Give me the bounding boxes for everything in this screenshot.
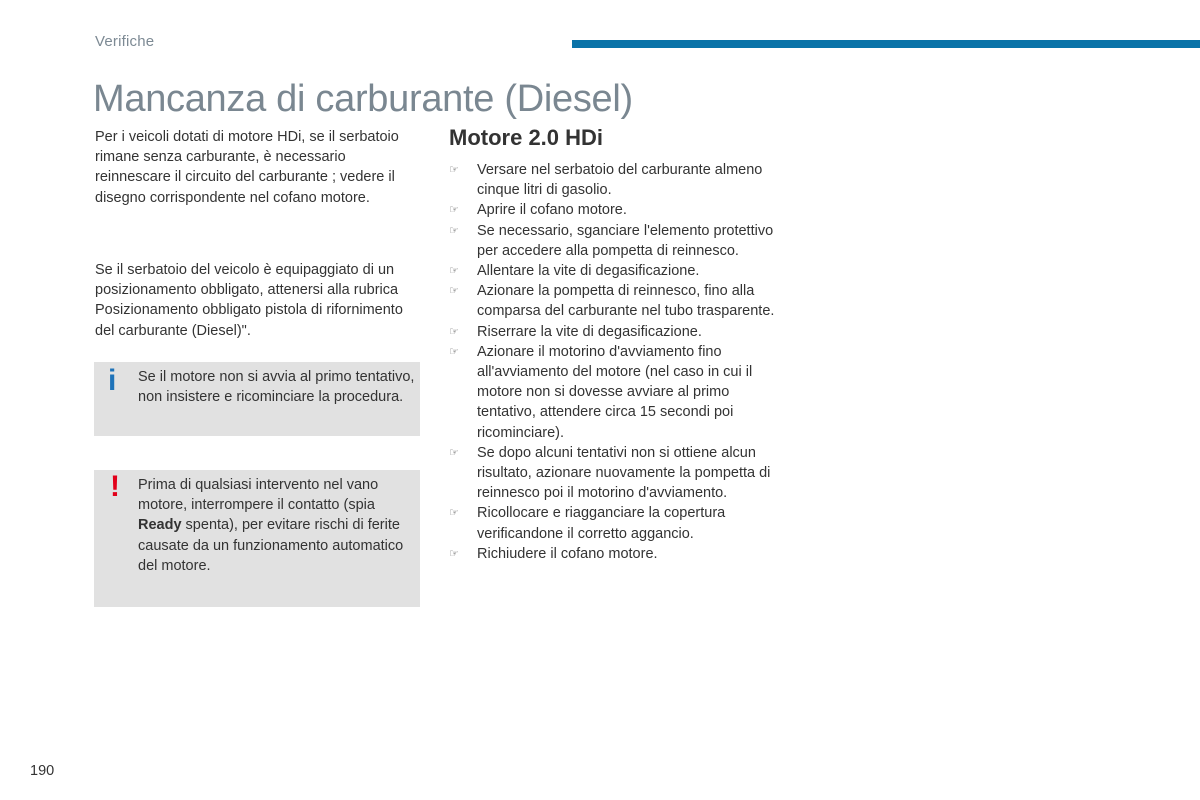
step-item bbox=[449, 200, 789, 220]
step-item bbox=[449, 322, 789, 342]
step-item bbox=[449, 160, 789, 200]
pointing-hand-icon: ☞ bbox=[449, 204, 459, 217]
step-text: Riserrare la vite di degasificazione. bbox=[477, 323, 702, 340]
ready-label: Ready bbox=[138, 517, 182, 534]
step-text: Allentare la vite di degasificazione. bbox=[477, 263, 700, 280]
procedure-heading: Motore 2.0 HDi bbox=[449, 125, 604, 150]
info-box-text: Se il motore non si avvia al primo tentativo, non insistere e ricominciare la procedura. bbox=[138, 369, 415, 406]
step-text: Azionare la pompetta di reinnesco, fino alla comparsa del carburante nel tubo trasparente. bbox=[477, 283, 775, 320]
warning-text-end: spenta), per evitare rischi di ferite causate da un funzionamento automatico del motore. bbox=[138, 517, 404, 574]
pointing-hand-icon: ☞ bbox=[449, 224, 459, 237]
section-label: Verifiche bbox=[95, 33, 155, 50]
page-number: 190 bbox=[30, 763, 55, 779]
pointing-hand-icon: ☞ bbox=[449, 285, 459, 298]
step-text: Aprire il cofano motore. bbox=[477, 202, 627, 219]
pointing-hand-icon: ☞ bbox=[449, 345, 459, 358]
step-text: Ricollocare e riagganciare la copertura verificandone il corretto aggancio. bbox=[477, 505, 726, 542]
page-title: Mancanza di carburante (Diesel) bbox=[93, 78, 633, 120]
warning-icon: ! bbox=[110, 470, 120, 503]
intro-paragraph: Per i veicoli dotati di motore HDi, se il serbatoio rimane senza carburante, è necessario reinnescare il circuito del carburante ; vedere il disegno corrispondente nel cofano motore. bbox=[95, 129, 399, 206]
step-item bbox=[449, 503, 789, 543]
warning-text-start: Prima di qualsiasi intervento nel vano motore, interrompere il contatto (spia bbox=[138, 477, 379, 514]
pointing-hand-icon: ☞ bbox=[449, 507, 459, 520]
warning-box bbox=[94, 470, 420, 607]
step-item bbox=[449, 221, 789, 261]
step-item bbox=[449, 281, 789, 321]
pointing-hand-icon: ☞ bbox=[449, 446, 459, 459]
step-text: Versare nel serbatoio del carburante almeno cinque litri di gasolio. bbox=[477, 162, 763, 199]
pointing-hand-icon: ☞ bbox=[449, 164, 459, 176]
fuel-nozzle-paragraph: Se il serbatoio del veicolo è equipaggiato di un posizionamento obbligato, attenersi alla rubrica Posizionamento obbligato pistola di rifornimento del carburante (Diesel)". bbox=[95, 262, 403, 339]
step-item bbox=[449, 261, 789, 281]
step-text: Azionare il motorino d'avviamento fino all'avviamento del motore (nel caso in cui il motore non si dovesse avviare al primo tentativo, attendere circa 15 secondi poi ricominciare). bbox=[477, 343, 753, 441]
pointing-hand-icon: ☞ bbox=[449, 547, 459, 560]
step-text: Se necessario, sganciare l'elemento protettivo per accedere alla pompetta di reinnesco. bbox=[477, 222, 774, 259]
info-box bbox=[94, 362, 420, 436]
header-accent-bar bbox=[572, 40, 1200, 48]
step-item bbox=[449, 443, 789, 504]
warning-box-text bbox=[138, 475, 416, 576]
step-item bbox=[449, 342, 789, 443]
step-text: Richiudere il cofano motore. bbox=[477, 545, 658, 562]
pointing-hand-icon: ☞ bbox=[449, 325, 459, 338]
step-text: Se dopo alcuni tentativi non si ottiene alcun risultato, azionare nuovamente la pompetta di reinnesco poi il motorino d'avviamento. bbox=[477, 444, 771, 502]
info-icon: i bbox=[108, 364, 117, 397]
pointing-hand-icon: ☞ bbox=[449, 265, 459, 278]
procedure-steps bbox=[449, 160, 789, 564]
step-item bbox=[449, 544, 789, 564]
